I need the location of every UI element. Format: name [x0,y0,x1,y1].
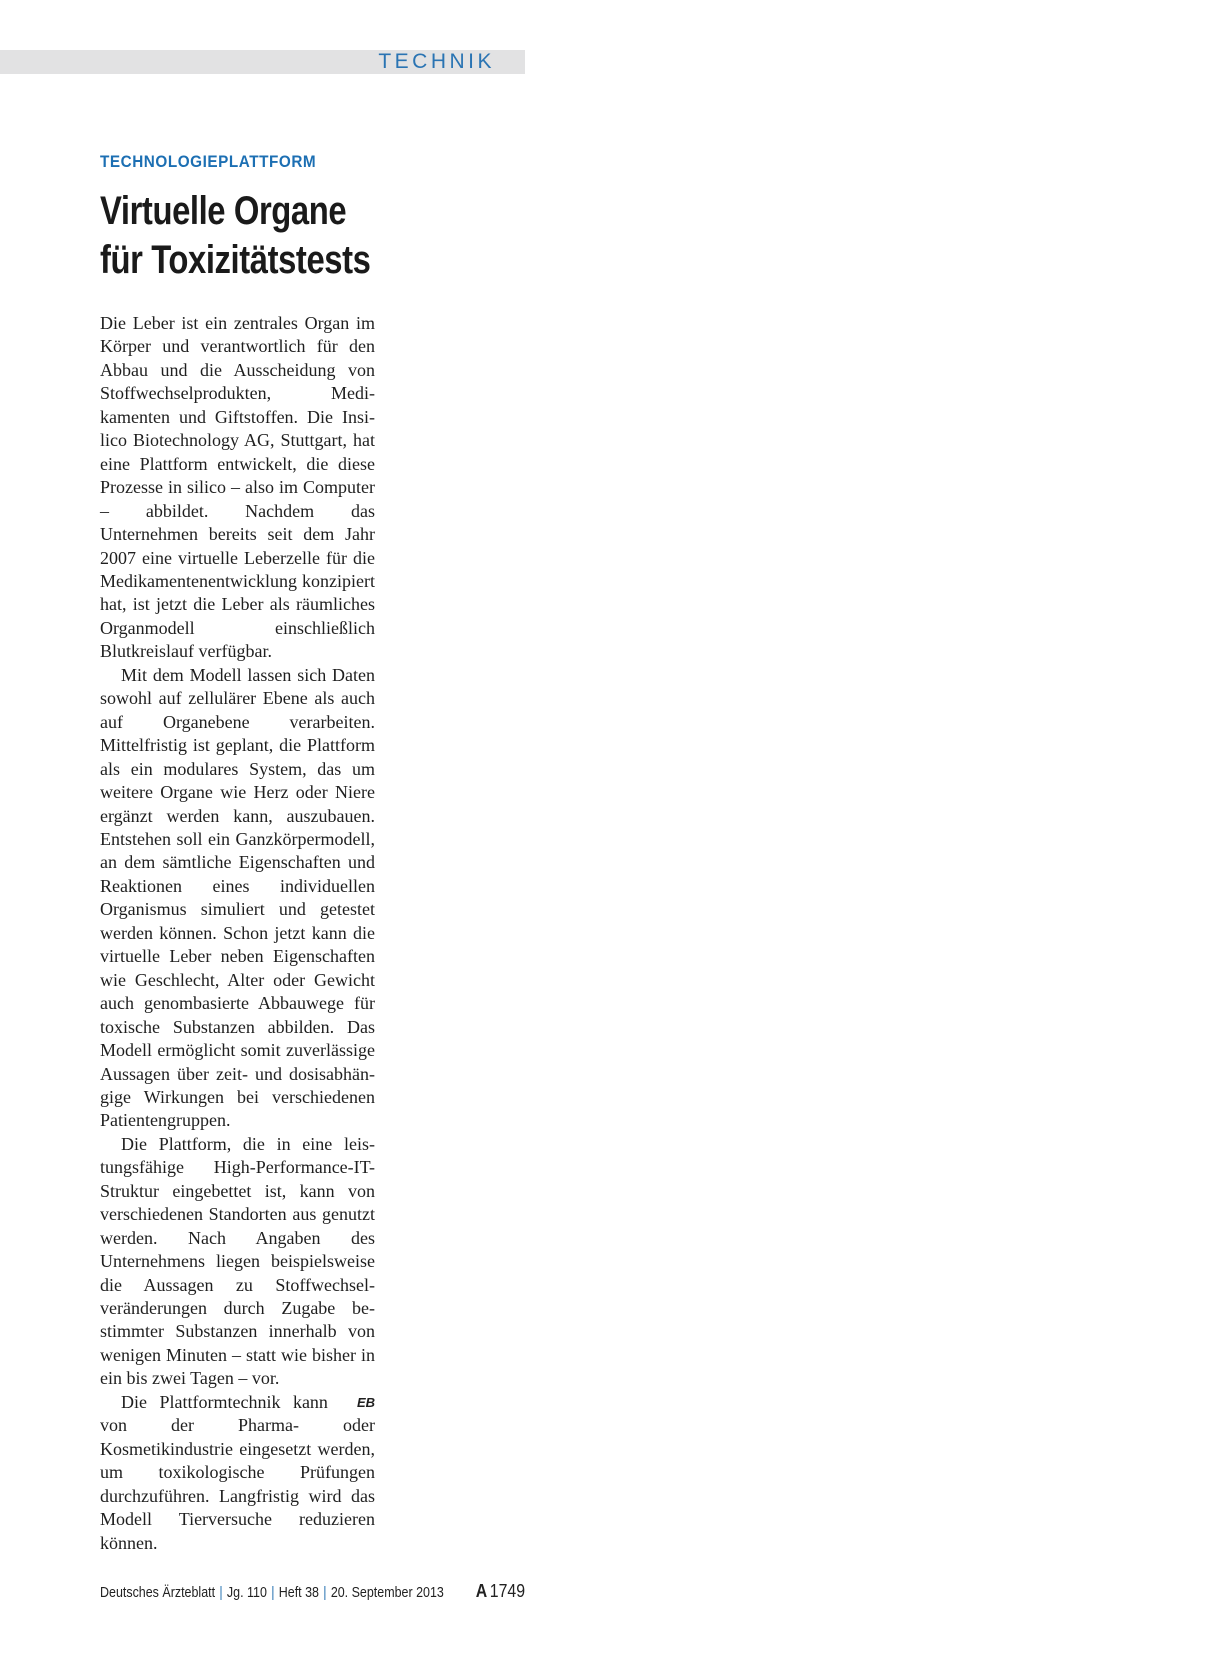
author-initials: EB [356,1394,375,1410]
footer-issue: Heft 38 [278,1585,319,1601]
edition-letter: A [475,1581,488,1601]
article-kicker: TECHNOLOGIEPLATTFORM [100,152,317,171]
footer-separator: | [323,1585,327,1601]
footer-date: 20. September 2013 [330,1585,444,1601]
page-footer [100,1582,525,1604]
paragraph-1: Die Leber ist ein zentrales Organ im Körper und verantwortlich für den Abbau und die Ausscheidung von Stoffwechselprodukten, Medikamenten und Giftstoffen. Die Insilico Biotechnology AG, Stuttgart, hat eine Plattform entwickelt, die diese Prozesse in silico – also im Computer – abbildet. Nachdem das Unternehmen bereits seit dem Jahr 2007 eine virtuelle Leberzelle für die Medikamentenentwicklung konzipiert hat, ist jetzt die Leber als räumliches Organmodell einschließlich Blutkreislauf verfügbar. [100,313,375,662]
page-number-value: 1749 [489,1581,525,1601]
footer-journal: Deutsches Ärzteblatt [100,1585,216,1601]
section-label: TECHNIK [378,50,495,73]
footer-separator: | [219,1585,223,1601]
paragraph-4 [100,1391,375,1555]
footer-separator: | [271,1585,275,1601]
paragraph-2: Mit dem Modell lassen sich Daten sowohl auf zellulärer Ebene als auch auf Organebene verarbeiten. Mittelfristig ist geplant, die Plattform als ein modulares System, das um weitere Organe wie Herz oder Niere ergänzt werden kann, auszubauen. Entstehen soll ein Ganzkörpermodell, an dem sämtliche Eigenschaften und Reaktionen eines individuellen Organismus simuliert und getestet werden können. Schon jetzt kann die virtuelle Leber neben Eigenschaften wie Geschlecht, Alter oder Gewicht auch genombasierte Abbauwege für toxische Substanzen abbilden. Das Modell ermöglicht somit zuverlässige Aussagen über zeit- und dosisabhängige Wirkungen bei verschiedenen Patientengruppen. [100,664,375,1131]
article-headline [100,187,412,285]
article-body [100,312,375,1555]
paragraph-4-text: Die Plattformtechnik kann von der Pharma- oder Kosmetikindustrie eingesetzt werden, um toxikologische Prüfungen durchzuführen. Langfristig wird das Modell Tierversuche reduzieren können. [100,1391,375,1553]
footer-volume: Jg. 110 [226,1585,267,1601]
paragraph-3: Die Plattform, die in eine leistungsfähige High-Performance-IT-Struktur eingebettet ist, kann von verschiedenen Standorten aus genutzt werden. Nach Angaben des Unternehmens liegen beispielsweise die Aussagen zu Stoffwechselveränderungen durch Zugabe bestimmter Substanzen innerhalb von wenigen Minuten – statt wie bisher in ein bis zwei Tagen – vor. [100,1133,375,1389]
page-number [476,1581,525,1602]
headline-line-1: Virtuelle Organe [100,189,347,233]
section-header-bar [0,50,525,74]
footer-citation [100,1585,444,1601]
headline-line-2: für Toxizitätstests [100,238,371,282]
